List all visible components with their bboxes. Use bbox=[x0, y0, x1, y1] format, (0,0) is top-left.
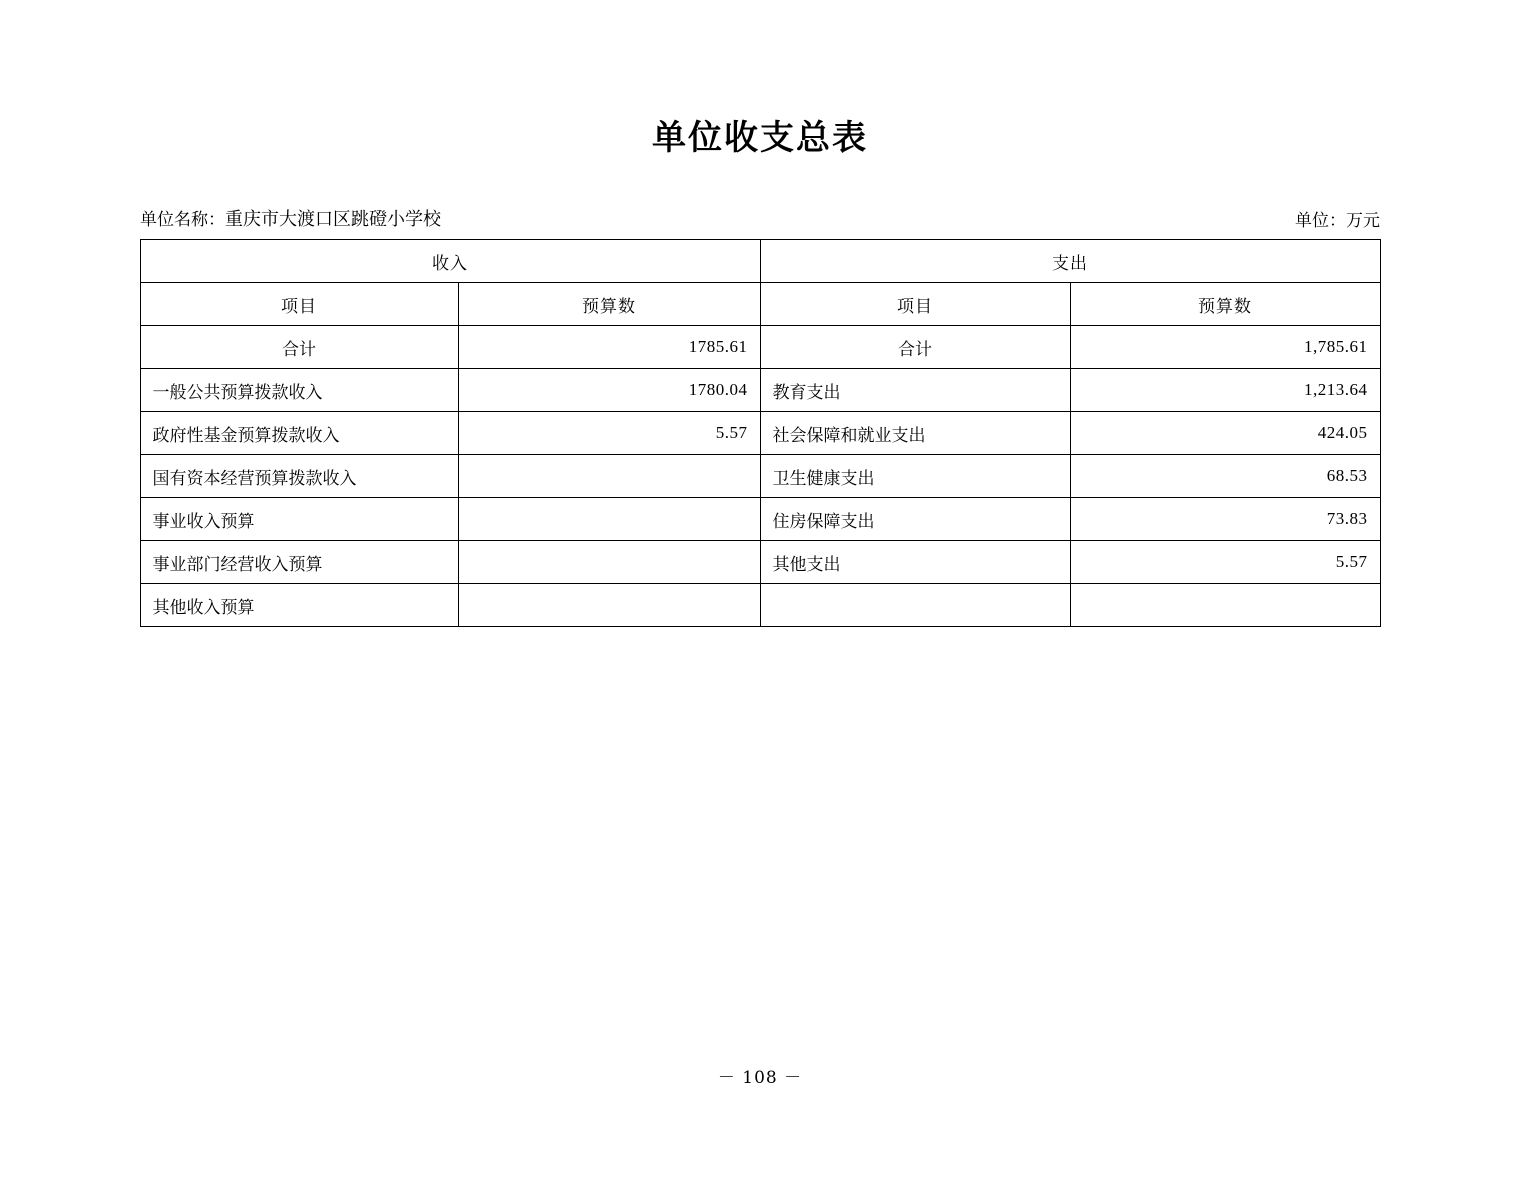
income-item: 一般公共预算拨款收入 bbox=[140, 369, 458, 412]
page-number: － 108 － bbox=[717, 1068, 803, 1088]
income-value: 1780.04 bbox=[458, 369, 760, 412]
unit-name-label: 单位名称： bbox=[140, 210, 225, 229]
table-group-header-row bbox=[140, 240, 1380, 283]
page-title: 单位收支总表 bbox=[652, 118, 868, 158]
table-row bbox=[140, 584, 1380, 627]
expenditure-item: 卫生健康支出 bbox=[760, 455, 1070, 498]
column-header-income-item: 项目 bbox=[140, 283, 458, 326]
table-column-header-row bbox=[140, 283, 1380, 326]
expenditure-item: 社会保障和就业支出 bbox=[760, 412, 1070, 455]
expenditure-value: 1,785.61 bbox=[1070, 326, 1380, 369]
table-row bbox=[140, 326, 1380, 369]
expenditure-value: 5.57 bbox=[1070, 541, 1380, 584]
income-value: 1785.61 bbox=[458, 326, 760, 369]
document-meta bbox=[138, 205, 1382, 231]
expenditure-item: 住房保障支出 bbox=[760, 498, 1070, 541]
expenditure-value: 68.53 bbox=[1070, 455, 1380, 498]
budget-table bbox=[140, 239, 1381, 627]
document-page bbox=[0, 110, 1520, 1184]
column-header-income-budget: 预算数 bbox=[458, 283, 760, 326]
expenditure-item bbox=[760, 584, 1070, 627]
income-item: 国有资本经营预算拨款收入 bbox=[140, 455, 458, 498]
expenditure-item: 教育支出 bbox=[760, 369, 1070, 412]
income-value: 5.57 bbox=[458, 412, 760, 455]
unit-name-value: 重庆市大渡口区跳磴小学校 bbox=[225, 209, 441, 229]
expenditure-value: 73.83 bbox=[1070, 498, 1380, 541]
income-item: 政府性基金预算拨款收入 bbox=[140, 412, 458, 455]
column-header-expenditure-budget: 预算数 bbox=[1070, 283, 1380, 326]
group-header-expenditure: 支出 bbox=[760, 240, 1380, 283]
expenditure-value: 1,213.64 bbox=[1070, 369, 1380, 412]
income-item: 其他收入预算 bbox=[140, 584, 458, 627]
income-value bbox=[458, 584, 760, 627]
table-row bbox=[140, 369, 1380, 412]
income-item: 合计 bbox=[140, 326, 458, 369]
table-row bbox=[140, 541, 1380, 584]
table-row bbox=[140, 455, 1380, 498]
income-value bbox=[458, 455, 760, 498]
income-value bbox=[458, 541, 760, 584]
amount-unit-label: 单位：万元 bbox=[1295, 211, 1380, 230]
column-header-expenditure-item: 项目 bbox=[760, 283, 1070, 326]
table-row bbox=[140, 412, 1380, 455]
income-value bbox=[458, 498, 760, 541]
table-row bbox=[140, 498, 1380, 541]
income-item: 事业部门经营收入预算 bbox=[140, 541, 458, 584]
expenditure-item: 其他支出 bbox=[760, 541, 1070, 584]
expenditure-value bbox=[1070, 584, 1380, 627]
income-item: 事业收入预算 bbox=[140, 498, 458, 541]
expenditure-value: 424.05 bbox=[1070, 412, 1380, 455]
expenditure-item: 合计 bbox=[760, 326, 1070, 369]
group-header-income: 收入 bbox=[140, 240, 760, 283]
unit-name-block bbox=[140, 205, 441, 231]
